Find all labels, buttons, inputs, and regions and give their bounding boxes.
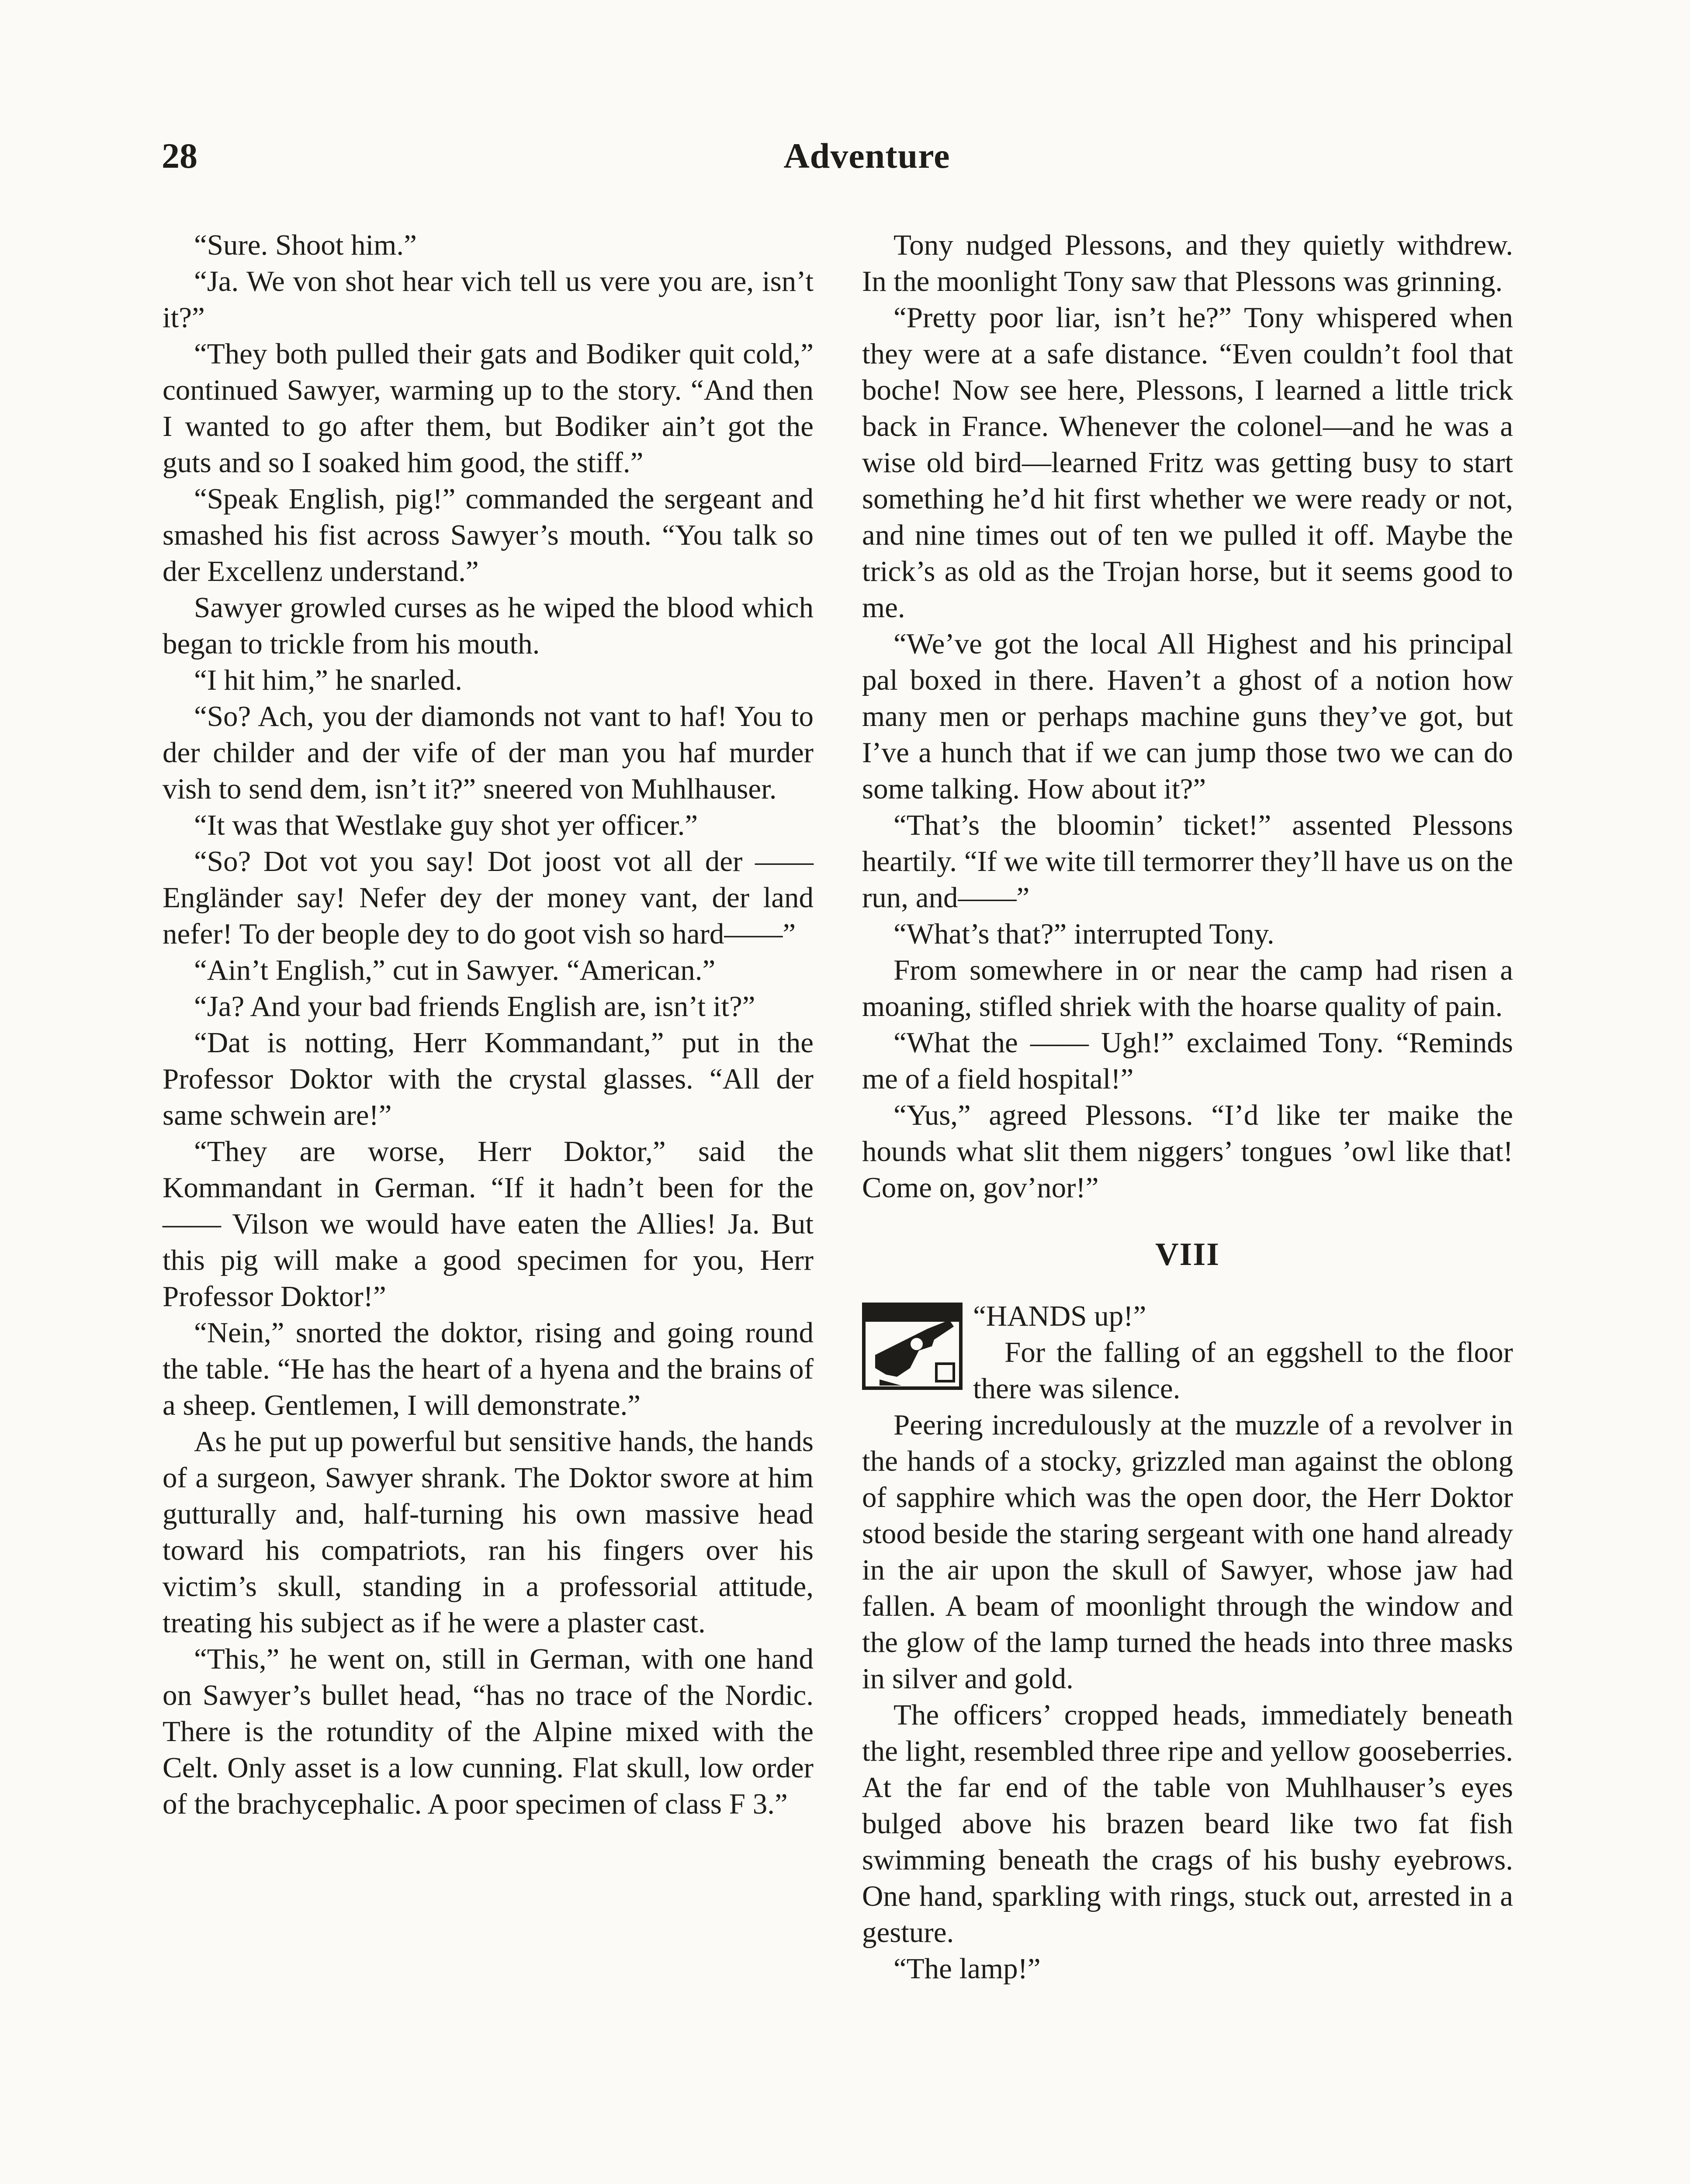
chapter-heading: VIII: [1155, 1237, 1220, 1272]
paragraph: “Ja? And your bad friends English are, isn’t it?”: [194, 990, 755, 1023]
page-number: 28: [162, 136, 197, 176]
paragraph: “We’ve got the local All Highest and his principal pal boxed in there. Haven’t a ghost of a notion how many men or perhaps machine guns they’ve got, but I’ve a hunch that if we can jump those two we can do some talking. How about it?”: [862, 628, 1513, 805]
paragraph: “Sure. Shoot him.”: [194, 229, 417, 261]
paragraph: “Speak English, pig!” commanded the sergeant and smashed his fist across Sawyer’s mouth. “You talk so der Excellenz understand.”: [163, 483, 814, 587]
paragraph: “The lamp!”: [893, 1952, 1041, 1985]
paragraph: “That’s the bloomin’ ticket!” assented Plessons heartily. “If we wite till termorrer they’ll have us on the run, and——”: [862, 809, 1513, 914]
paragraph: “It was that Westlake guy shot yer officer.”: [194, 809, 698, 841]
chapter-opening: [862, 1298, 1513, 1407]
paragraph: “Yus,” agreed Plessons. “I’d like ter maike the hounds what slit them niggers’ tongues ’owl like that! Come on, gov’nor!”: [862, 1099, 1513, 1204]
paragraph: “Dat is notting, Herr Kommandant,” put in the Professor Doktor with the crystal glasses. “All der same schwein are!”: [163, 1026, 814, 1131]
paragraph: “Ain’t English,” cut in Sawyer. “American.”: [194, 954, 716, 986]
paragraph: For the falling of an eggshell to the floor there was silence.: [973, 1336, 1513, 1405]
running-head: Adventure: [783, 136, 950, 176]
paragraph: “What’s that?” interrupted Tony.: [893, 918, 1274, 950]
paragraph: “I hit him,” he snarled.: [194, 664, 462, 696]
paragraph: “Pretty poor liar, isn’t he?” Tony whispered when they were at a safe distance. “Even couldn’t fool that boche! Now see here, Plessons, I learned a little trick back in France. Whenever the colonel—and he was a wise old bird—learned Fritz was getting busy to start something he’d hit first whether we were ready or not, and nine times out of ten we pulled it off. Maybe the trick’s as old as the Trojan horse, but it seems good to me.: [862, 301, 1513, 624]
left-column: [163, 227, 814, 1822]
paragraph: “What the —— Ugh!” exclaimed Tony. “Reminds me of a field hospital!”: [862, 1026, 1513, 1095]
revolver-icon: [862, 1303, 963, 1390]
paragraph: “This,” he went on, still in German, with one hand on Sawyer’s bullet head, “has no trace of the Nordic. There is the rotundity of the Alpine mixed with the Celt. Only asset is a low cunning. Flat skull, low order of the brachycephalic. A poor specimen of class F 3.”: [163, 1643, 814, 1820]
paragraph: Tony nudged Plessons, and they quietly withdrew. In the moonlight Tony saw that Plessons was grinning.: [862, 229, 1513, 297]
paragraph: “Nein,” snorted the doktor, rising and going round the table. “He has the heart of a hyena and the brains of a sheep. Gentlemen, I will demonstrate.”: [163, 1317, 814, 1421]
right-column: [862, 227, 1513, 1987]
paragraph: From somewhere in or near the camp had risen a moaning, stifled shriek with the hoarse quality of pain.: [862, 954, 1513, 1023]
paragraph: Peering incredulously at the muzzle of a revolver in the hands of a stocky, grizzled man against the oblong of sapphire which was the open door, the Herr Doktor stood beside the staring sergeant with one hand already in the air upon the skull of Sawyer, whose jaw had fallen. A beam of moonlight through the window and the glow of the lamp turned the heads into three masks in silver and gold.: [862, 1409, 1513, 1695]
paragraph: Sawyer growled curses as he wiped the blood which began to trickle from his mouth.: [163, 591, 814, 660]
paragraph: “Ja. We von shot hear vich tell us vere you are, isn’t it?”: [163, 265, 814, 334]
page-header: [162, 135, 1572, 183]
paragraph: “They are worse, Herr Doktor,” said the Kommandant in German. “If it hadn’t been for the —— Vilson we would have eaten the Allies! Ja. But this pig will make a good specimen for you, Herr Professor Doktor!”: [163, 1135, 814, 1313]
paragraph: The officers’ cropped heads, immediately beneath the light, resembled three ripe and yellow gooseberries. At the far end of the table von Muhlhauser’s eyes bulged above his brazen beard like two fat fish swimming beneath the crags of his bushy eyebrows. One hand, sparkling with rings, stuck out, arrested in a gesture.: [862, 1699, 1513, 1949]
paragraph: “They both pulled their gats and Bodiker quit cold,” continued Sawyer, warming up to the story. “And then I wanted to go after them, but Bodiker ain’t got the guts and so I soaked him good, the stiff.”: [163, 338, 814, 479]
paragraph: “So? Dot vot you say! Dot joost vot all der —— Engländer say! Nefer dey der money vant, der land nefer! To der beople dey to do goot vish so hard——”: [163, 845, 814, 950]
paragraph: As he put up powerful but sensitive hands, the hands of a surgeon, Sawyer shrank. The Doktor swore at him gutturally and, half-turning his own massive head toward his compatriots, ran his fingers over his victim’s skull, standing in a professorial attitude, treating his subject as if he were a plaster cast.: [163, 1425, 814, 1639]
paragraph: “HANDS up!”: [973, 1300, 1146, 1332]
paragraph: “So? Ach, you der diamonds not vant to haf! You to der childer and der vife of der man you haf murder vish to send dem, isn’t it?” sneered von Muhlhauser.: [163, 700, 814, 805]
